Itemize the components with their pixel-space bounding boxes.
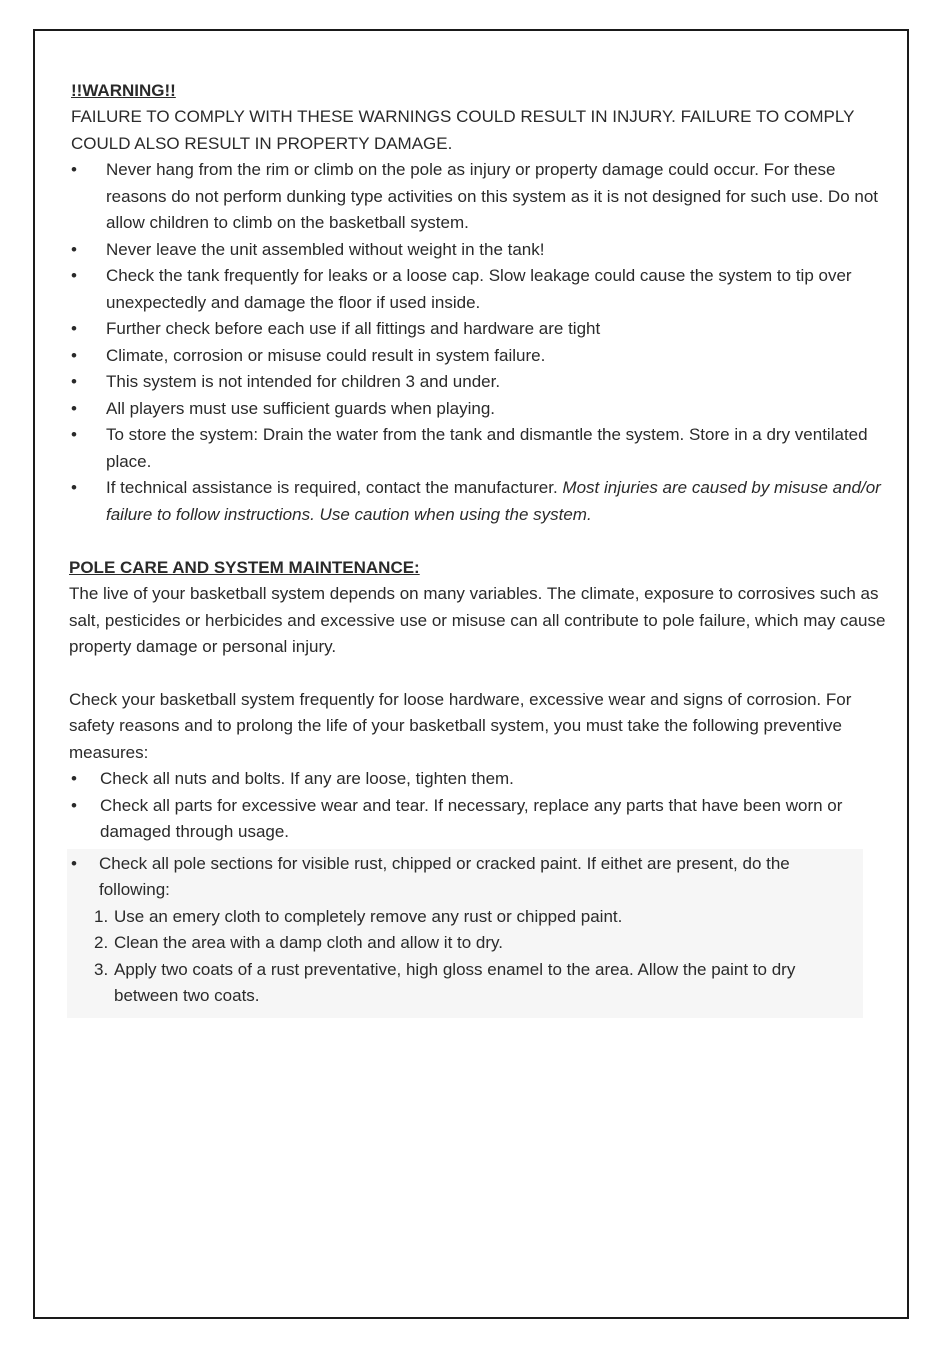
rust-instructions-box bbox=[67, 849, 863, 1018]
warning-list bbox=[69, 157, 889, 528]
list-item: • Check the tank frequently for leaks or a loose cap. Slow leakage could cause the system to tip over unexpectedly and damage the floor if used inside. bbox=[69, 263, 889, 316]
list-item: 1. Use an emery cloth to completely remove any rust or chipped paint. bbox=[94, 904, 863, 931]
warning-heading: !!WARNING!! bbox=[71, 81, 176, 100]
list-item: • This system is not intended for children 3 and under. bbox=[69, 369, 889, 396]
bullet-icon: • bbox=[71, 345, 77, 365]
list-item: • Check all nuts and bolts. If any are loose, tighten them. bbox=[69, 766, 889, 793]
step-number: 1. bbox=[94, 906, 109, 926]
bullet-icon: • bbox=[71, 160, 77, 179]
bullet-icon: • bbox=[71, 239, 77, 259]
list-item: 3. Apply two coats of a rust preventative, high gloss enamel to the area. Allow the paint to dry between two coats. bbox=[94, 957, 863, 1010]
list-item: • Further check before each use if all fittings and hardware are tight bbox=[69, 316, 889, 343]
list-item: • Climate, corrosion or misuse could result in system failure. bbox=[69, 343, 889, 370]
bullet-icon: • bbox=[71, 769, 77, 788]
maintenance-heading: POLE CARE AND SYSTEM MAINTENANCE: bbox=[69, 558, 420, 577]
caution-note: Most injuries are caused by misuse and/or failure to follow instructions. Use caution when using the system. bbox=[106, 478, 881, 524]
maintenance-paragraph-1: The live of your basketball system depends on many variables. The climate, exposure to corrosives such as salt, pesticides or herbicides and excessive use or misuse can all contribute to pole failure, which may cause property damage or personal injury. bbox=[69, 584, 886, 656]
bullet-icon: • bbox=[71, 795, 77, 815]
step-number: 2. bbox=[94, 933, 109, 952]
rust-steps-list bbox=[69, 904, 863, 1010]
bullet-icon: • bbox=[71, 853, 77, 873]
document-body bbox=[69, 78, 889, 1018]
assistance-text: If technical assistance is required, contact the manufacturer. bbox=[106, 478, 563, 497]
bullet-icon: • bbox=[71, 425, 77, 444]
bullet-icon: • bbox=[71, 266, 77, 285]
list-item: • To store the system: Drain the water from the tank and dismantle the system. Store in a dry ventilated place. bbox=[69, 422, 889, 475]
list-item: • Never hang from the rim or climb on the pole as injury or property damage could occur. For these reasons do not perform dunking type activities on this system as it is not designed for such use. Do not allow children to climb on the basketball system. bbox=[69, 157, 889, 237]
warning-intro: FAILURE TO COMPLY WITH THESE WARNINGS COULD RESULT IN INJURY. FAILURE TO COMPLY COULD ALSO RESULT IN PROPERTY DAMAGE. bbox=[71, 107, 855, 153]
bullet-icon: • bbox=[71, 398, 77, 418]
bullet-icon: • bbox=[71, 372, 77, 391]
maintenance-list bbox=[69, 766, 889, 846]
list-item: • Never leave the unit assembled without weight in the tank! bbox=[69, 237, 889, 264]
list-item bbox=[69, 475, 889, 528]
list-item: • All players must use sufficient guards when playing. bbox=[69, 396, 889, 423]
rust-lead-continuation: following: bbox=[99, 880, 170, 899]
maintenance-paragraph-2: Check your basketball system frequently for loose hardware, excessive wear and signs of corrosion. For safety reasons and to prolong the life of your basketball system, you must take the following preventive measures: bbox=[69, 689, 852, 762]
rust-lead: • Check all pole sections for visible rust, chipped or cracked paint. If eithet are present, do the bbox=[69, 851, 863, 878]
list-item: • Check all parts for excessive wear and tear. If necessary, replace any parts that have been worn or damaged through usage. bbox=[69, 793, 889, 846]
step-number: 3. bbox=[94, 959, 109, 979]
list-item: 2. Clean the area with a damp cloth and allow it to dry. bbox=[94, 930, 863, 957]
bullet-icon: • bbox=[71, 319, 77, 338]
bullet-icon: • bbox=[71, 478, 77, 497]
